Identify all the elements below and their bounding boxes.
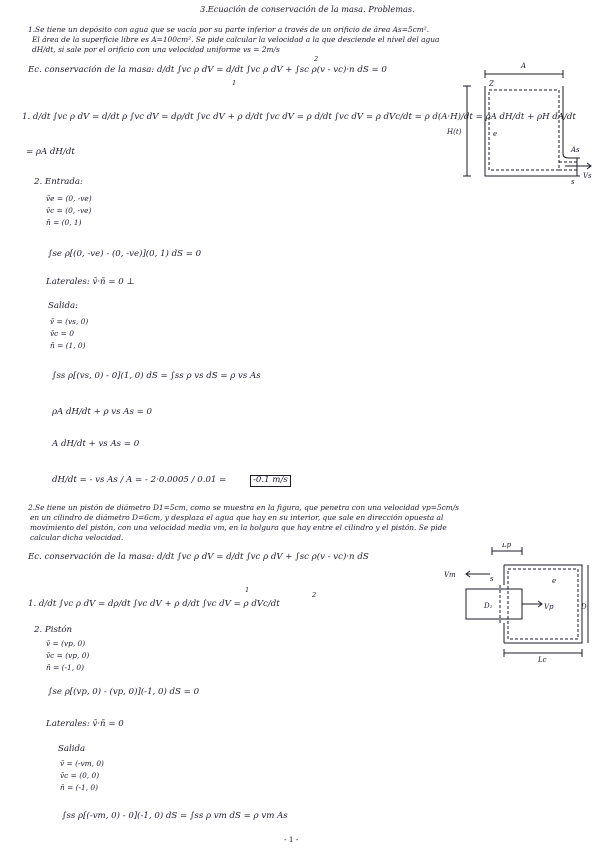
p2-piston-line: v̄ = (vp, 0) bbox=[46, 639, 86, 648]
p2-statement-line: calcular dicha velocidad. bbox=[30, 533, 124, 542]
p2-statement-line: 2.Se tiene un pistón de diámetro D1=5cm, como se muestra en la figura, que penetra con una velocidad vp=5cm/s bbox=[28, 503, 460, 512]
p1-entrada-line: v̄e = (0, -ve) bbox=[46, 194, 92, 203]
page-number: - 1 - bbox=[284, 835, 299, 844]
p1-term-2-label: 2 bbox=[314, 55, 319, 63]
p2-fig-label-Lp: Lp bbox=[502, 543, 512, 549]
p2-piston-figure bbox=[442, 543, 592, 663]
p2-fig-label-s: s bbox=[490, 575, 494, 583]
p1-salida-integral: ∫ss ρ[(vs, 0) - 0](1, 0) dS = ∫ss ρ vs dS = ρ vs As bbox=[52, 371, 261, 381]
p2-piston-line: v̄c = (vp, 0) bbox=[46, 651, 90, 660]
p1-salida-line: n̄ = (1, 0) bbox=[50, 341, 86, 350]
p2-term-2-label: 2 bbox=[312, 591, 317, 599]
p1-salida-line: v̄c = 0 bbox=[50, 329, 74, 338]
p1-fig-label-Z: Z bbox=[489, 80, 494, 88]
p1-term-1-result: = ρA dH/dt bbox=[26, 147, 75, 157]
p1-laterales: Laterales: v̄·n̄ = 0 ⊥ bbox=[46, 277, 135, 287]
p1-entrada-line: n̄ = (0, 1) bbox=[46, 218, 82, 227]
p2-fig-label-vp: Vp bbox=[544, 603, 554, 611]
p2-piston-line: n̄ = (-1, 0) bbox=[46, 663, 85, 672]
p2-fig-label-Lc: Lc bbox=[538, 656, 547, 663]
p2-laterales: Laterales: v̄·n̄ = 0 bbox=[46, 719, 124, 729]
p1-fig-label-vs: Vs bbox=[583, 172, 592, 180]
p2-term-1-label: 1 bbox=[245, 586, 250, 594]
p2-salida-line: v̄c = (0, 0) bbox=[60, 771, 100, 780]
p1-salida-line: v̄ = (vs, 0) bbox=[50, 317, 89, 326]
p2-statement-line: movimiento del pistón, con una velocidad media vm, en la holgura que hay entre el cilindro y el pistón. Se pide bbox=[30, 523, 447, 532]
p2-salida-integral: ∫ss ρ[(-vm, 0) - 0](-1, 0) dS = ∫ss ρ vm dS = ρ vm As bbox=[62, 811, 288, 821]
p1-fig-label-A: A bbox=[521, 62, 527, 70]
p2-piston-integral: ∫se ρ[(vp, 0) - (vp, 0)](-1, 0) dS = 0 bbox=[48, 687, 200, 697]
p1-fig-label-e: e bbox=[493, 130, 498, 138]
p2-salida-line: n̄ = (-1, 0) bbox=[60, 783, 99, 792]
p2-statement-line: en un cilindro de diámetro D=6cm, y desplaza el agua que hay en su interior, que sale en dirección opuesta al bbox=[30, 513, 444, 522]
p2-salida-title: Salida bbox=[58, 744, 86, 754]
p1-answer-box: -0.1 m/s bbox=[250, 475, 291, 487]
p2-term-1-derivation: 1. d/dt ∫vc ρ dV = dρ/dt ∫vc dV + ρ d/dt ∫vc dV = ρ dVc/dt bbox=[28, 599, 280, 609]
page-title: 3.Ecuación de conservación de la masa. Problemas. bbox=[200, 4, 415, 14]
p1-fig-label-s: s bbox=[571, 178, 575, 186]
p1-entrada-integral: ∫se ρ[(0, -ve) - (0, -ve)](0, 1) dS = 0 bbox=[48, 249, 202, 259]
p2-fig-label-e: e bbox=[552, 577, 557, 585]
p1-entrada-line: v̄c = (0, -ve) bbox=[46, 206, 92, 215]
p2-piston-title: 2. Pistón bbox=[34, 625, 73, 635]
p1-result-equation: dH/dt = - vs As / A = - 2·0.0005 / 0.01 = bbox=[52, 475, 227, 485]
p1-term-1-derivation: 1. d/dt ∫vc ρ dV = d/dt ρ ∫vc dV = dρ/dt ∫vc dV + ρ d/dt ∫vc dV = ρ d/dt ∫vc dV = ρ dVc/dt = ρ d(A·H)/dt = ρA dH/dt + ρH dA/dt bbox=[22, 112, 576, 122]
p1-statement-line: 1.Se tiene un depósito con agua que se vacía por su parte inferior a través de un orificio de área As=5cm². bbox=[28, 25, 430, 34]
p1-tank-figure bbox=[445, 58, 595, 198]
p1-result-equation: ρA dH/dt + ρ vs As = 0 bbox=[52, 407, 153, 417]
p2-fig-label-Vm: Vm bbox=[444, 571, 456, 579]
p1-result-equation: A dH/dt + vs As = 0 bbox=[52, 439, 140, 449]
p1-entrada-title: 2. Entrada: bbox=[34, 177, 83, 187]
p1-mass-conservation-equation: Ec. conservación de la masa: d/dt ∫vc ρ dV = d/dt ∫vc ρ dV + ∫sc ρ(v - vc)·n dS = 0 bbox=[28, 65, 387, 75]
p1-term-1-label: 1 bbox=[232, 79, 237, 87]
p1-fig-label-As: As bbox=[571, 146, 580, 154]
p1-statement-line: El área de la superficie libre es A=100cm². Se pide calcular la velocidad a la que desciende el nivel del agua bbox=[32, 35, 440, 44]
p1-statement-line: dH/dt, si sale por el orificio con una velocidad uniforme vs = 2m/s bbox=[32, 45, 280, 54]
p2-fig-label-D: D bbox=[581, 603, 587, 611]
p2-salida-line: v̄ = (-vm, 0) bbox=[60, 759, 104, 768]
p2-fig-label-D1: D₁ bbox=[484, 602, 493, 610]
p2-mass-conservation-equation: Ec. conservación de la masa: d/dt ∫vc ρ dV = d/dt ∫vc ρ dV + ∫sc ρ(v - vc)·n dS bbox=[28, 552, 369, 562]
p1-salida-title: Salida: bbox=[48, 301, 79, 311]
p1-fig-label-H: H(t) bbox=[447, 128, 462, 136]
